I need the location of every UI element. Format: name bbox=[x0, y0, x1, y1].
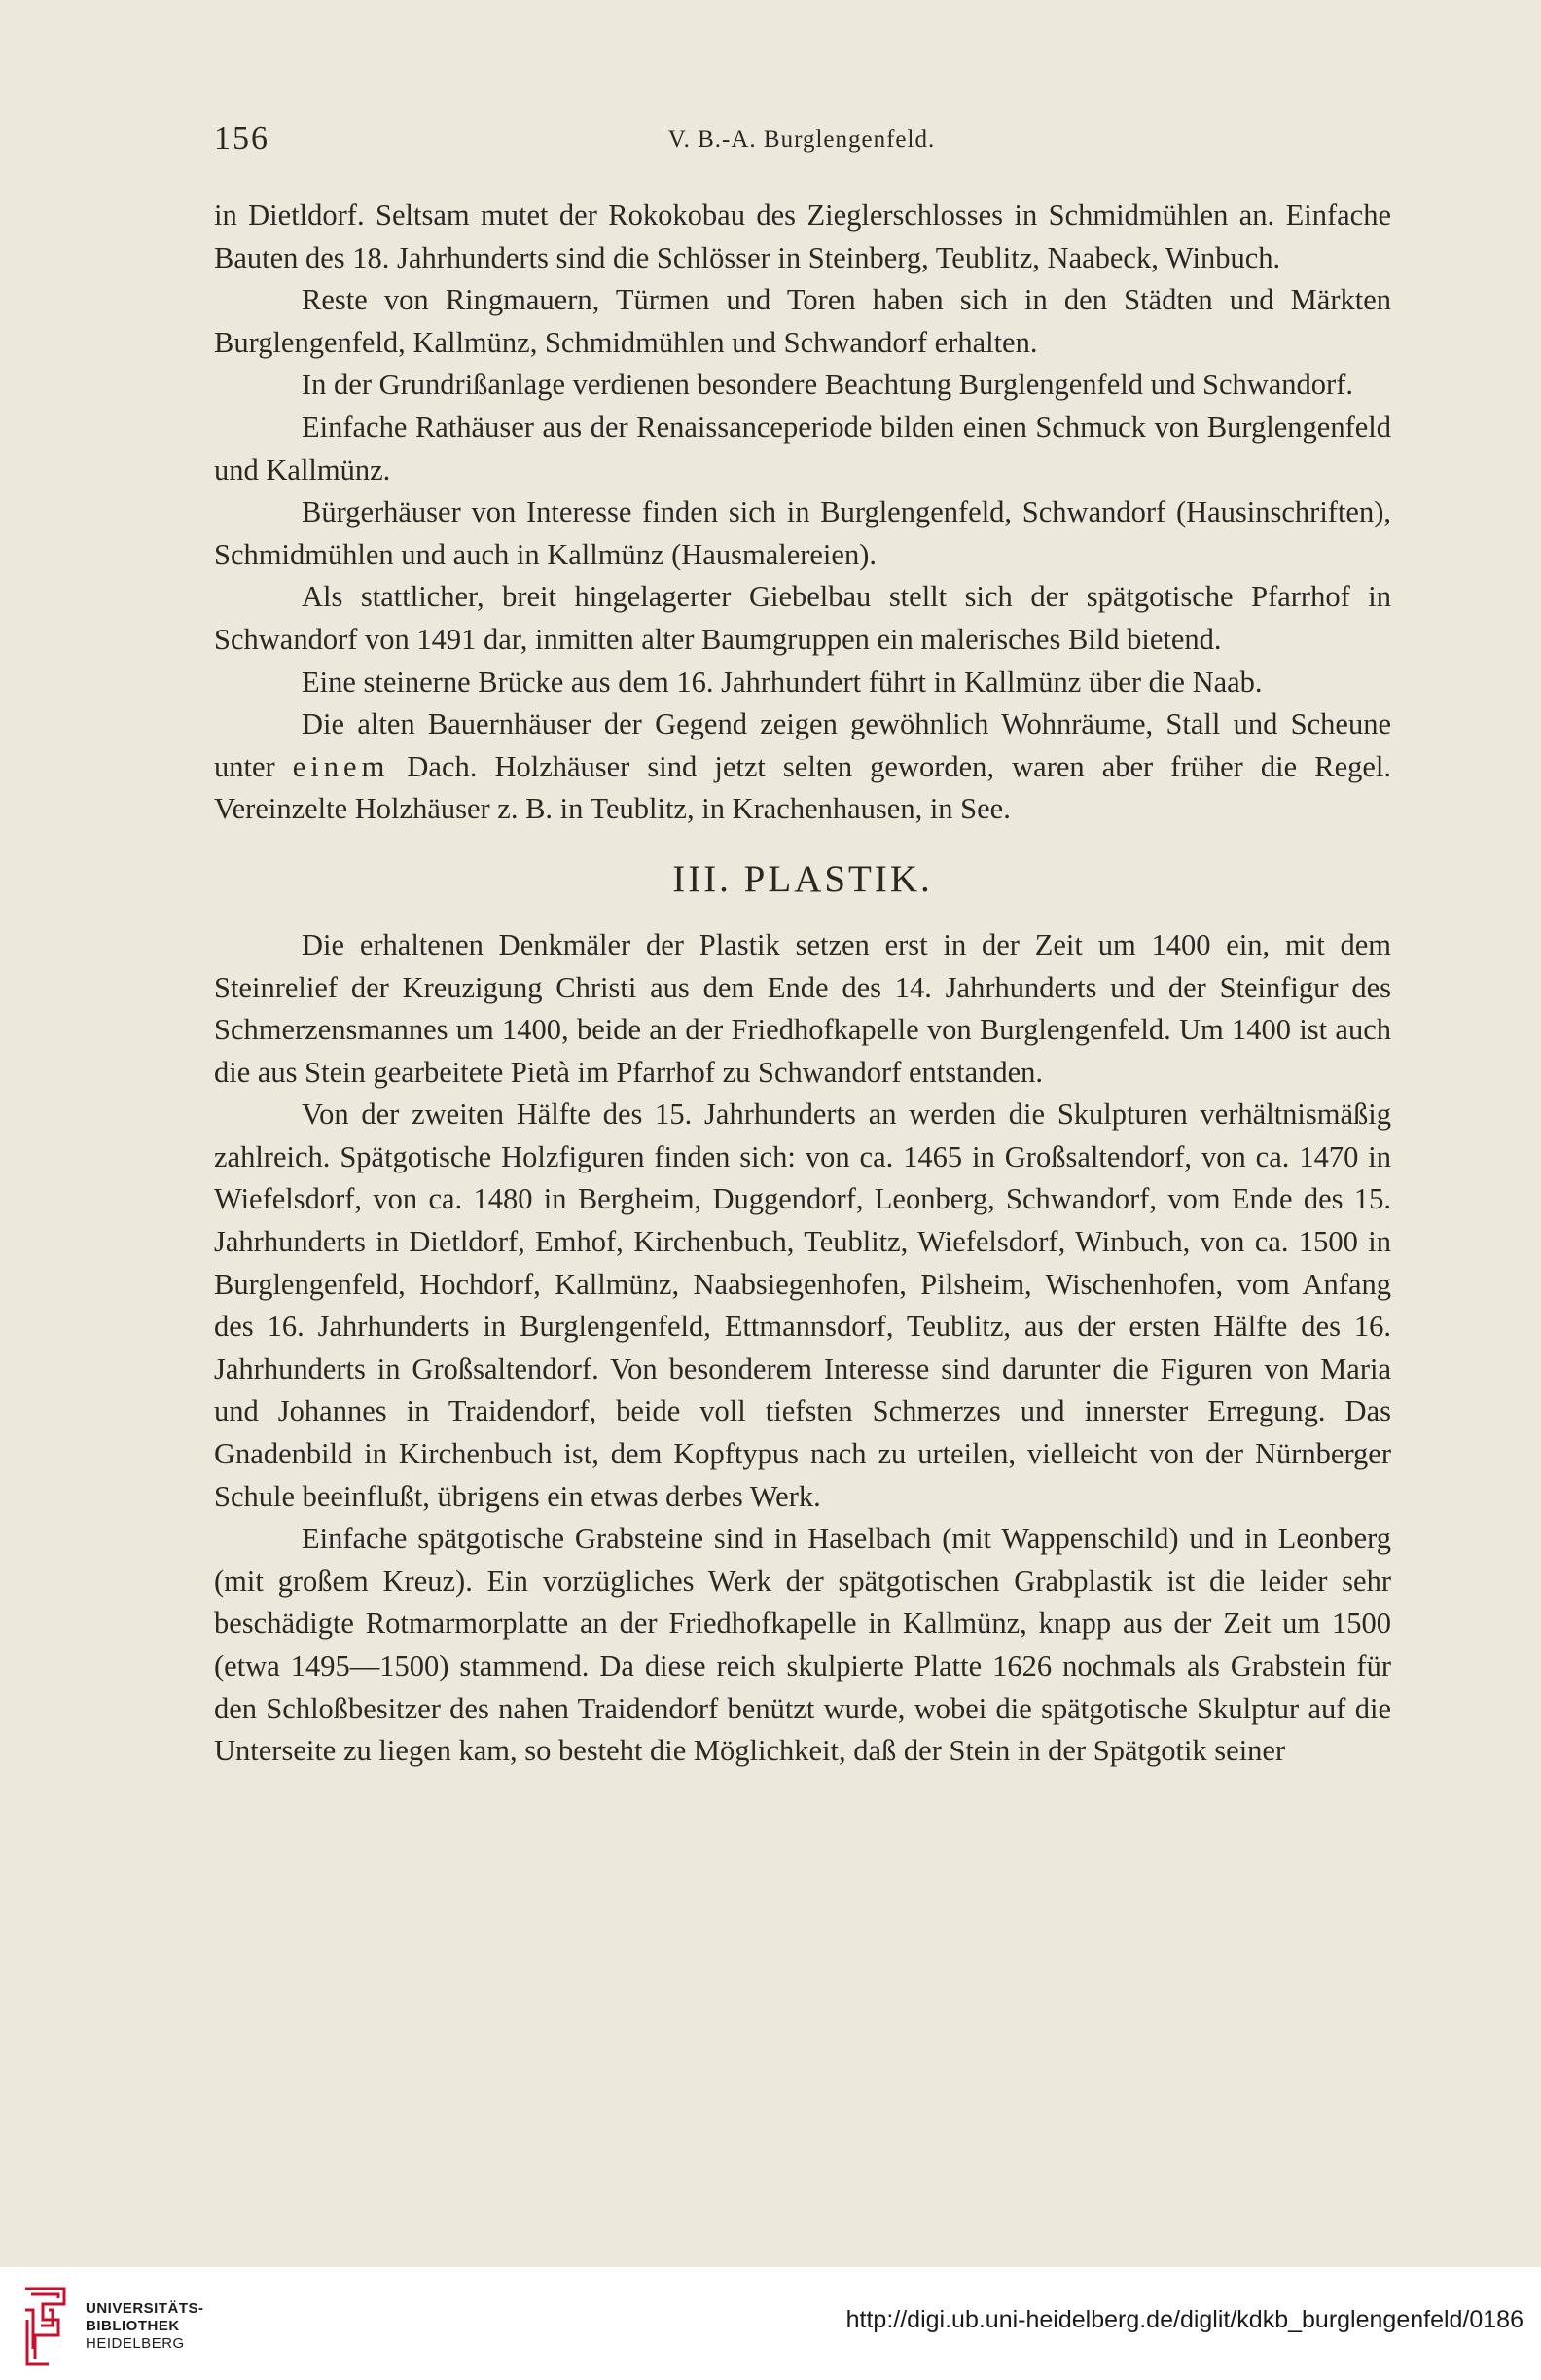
library-line: BIBLIOTHEK bbox=[86, 2318, 180, 2334]
library-line: UNIVERSITÄTS- bbox=[86, 2300, 204, 2317]
paragraph: Einfache spätgotische Grabsteine sind in Haselbach (mit Wappenschild) und in Leonberg (mit großem Kreuz). Ein vorzügliches Werk der spätgotischen Grabplastik ist die leider sehr beschädigte Rotmarmorplatte an der Friedhofkapelle in Kallmünz, knapp aus der Zeit um 1500 (etwa 1495—1500) stammend. Da diese reich skulpierte Platte 1626 nochmals als Grabstein für den Schloßbesitzer des nahen Traidendorf benützt wurde, wobei die spätgotische Skulptur auf die Unterseite zu liegen kam, so besteht die Möglichkeit, daß der Stein in der Spätgotik seiner bbox=[214, 1522, 1391, 1768]
paragraph-text: Dach. Holzhäuser sind jetzt selten geworden, waren aber früher die Regel. Vereinzelte Holzhäuser z. B. in Teublitz, in Krachenhausen, in See. bbox=[214, 749, 1391, 826]
paragraph: Bürgerhäuser von Interesse finden sich in Burglengenfeld, Schwandorf (Hausinschriften), Schmidmühlen und auch in Kallmünz (Hausmalereien). bbox=[214, 495, 1391, 571]
page-number: 156 bbox=[214, 121, 269, 157]
page-header bbox=[212, 121, 1391, 160]
paragraph: Von der zweiten Hälfte des 15. Jahrhunderts an werden die Skulpturen verhältnismäßig zahlreich. Spätgotische Holzfiguren finden sich: von ca. 1465 in Großsaltendorf, von ca. 1470 in Wiefelsdorf, von ca. 1480 in Bergheim, Duggendorf, Leonberg, Schwandorf, vom Ende des 15. Jahrhunderts in Dietldorf, Emhof, Kirchenbuch, Teublitz, Wiefelsdorf, Winbuch, von ca. 1500 in Burglengenfeld, Hochdorf, Kallmünz, Naabsiegenhofen, Pilsheim, Wischenhofen, vom Anfang des 16. Jahrhunderts in Burglengenfeld, Ettmannsdorf, Teublitz, aus der ersten Hälfte des 16. Jahrhunderts in Großsaltendorf. Von besonderem Interesse sind darunter die Figuren von Maria und Johannes in Traidendorf, beide voll tiefsten Schmerzes und innerster Erregung. Das Gnadenbild in Kirchenbuch ist, dem Kopftypus nach zu urteilen, vielleicht von der Nürnberger Schule beeinflußt, übrigens ein etwas derbes Werk. bbox=[214, 1098, 1391, 1513]
paragraph: Als stattlicher, breit hingelagerter Giebelbau stellt sich der spätgotische Pfarrhof in Schwandorf von 1491 dar, inmitten alter Baumgruppen ein malerisches Bild bietend. bbox=[214, 580, 1391, 656]
paragraph: in Dietldorf. Seltsam mutet der Rokokobau des Zieglerschlosses in Schmidmühlen an. Einfache Bauten des 18. Jahrhunderts sind die Schlösser in Steinberg, Teublitz, Naabeck, Winbuch. bbox=[214, 198, 1391, 274]
library-name bbox=[86, 2300, 204, 2353]
source-url-link[interactable]: http://digi.ub.uni-heidelberg.de/diglit/kdkb_burglengenfeld/0186 bbox=[845, 2306, 1523, 2333]
body-text bbox=[214, 195, 1391, 1773]
library-line: HEIDELBERG bbox=[86, 2335, 185, 2352]
paragraph: In der Grundrißanlage verdienen besondere Beachtung Burglengenfeld und Schwandorf. bbox=[302, 368, 1353, 402]
emphasized-word: einem bbox=[292, 749, 390, 783]
digitization-footer bbox=[0, 2267, 1541, 2380]
section-heading: III. PLASTIK. bbox=[672, 857, 933, 900]
library-logo-icon bbox=[19, 2281, 74, 2368]
paragraph: Die erhaltenen Denkmäler der Plastik setzen erst in der Zeit um 1400 ein, mit dem Steinrelief der Kreuzigung Christi aus dem Ende des 14. Jahrhunderts und der Steinfigur des Schmerzensmannes um 1400, beide an der Friedhofkapelle von Burglengenfeld. Um 1400 ist auch die aus Stein gearbeitete Pietà im Pfarrhof zu Schwandorf entstanden. bbox=[214, 927, 1391, 1089]
running-head: V. B.-A. Burglengenfeld. bbox=[667, 126, 936, 153]
paragraph: Reste von Ringmauern, Türmen und Toren haben sich in den Städten und Märkten Burglengenfeld, Kallmünz, Schmidmühlen und Schwandorf erhalten. bbox=[214, 283, 1391, 359]
paragraph: Einfache Rathäuser aus der Renaissanceperiode bilden einen Schmuck von Burglengenfeld und Kallmünz. bbox=[214, 410, 1391, 487]
paragraph: Eine steinerne Brücke aus dem 16. Jahrhundert führt in Kallmünz über die Naab. bbox=[302, 665, 1263, 699]
paragraph-text: Die alten Bauernhäuser der Gegend zeigen gewöhnlich Wohnräume, Stall und Scheune unter bbox=[214, 707, 1391, 783]
paragraph bbox=[214, 703, 1391, 831]
